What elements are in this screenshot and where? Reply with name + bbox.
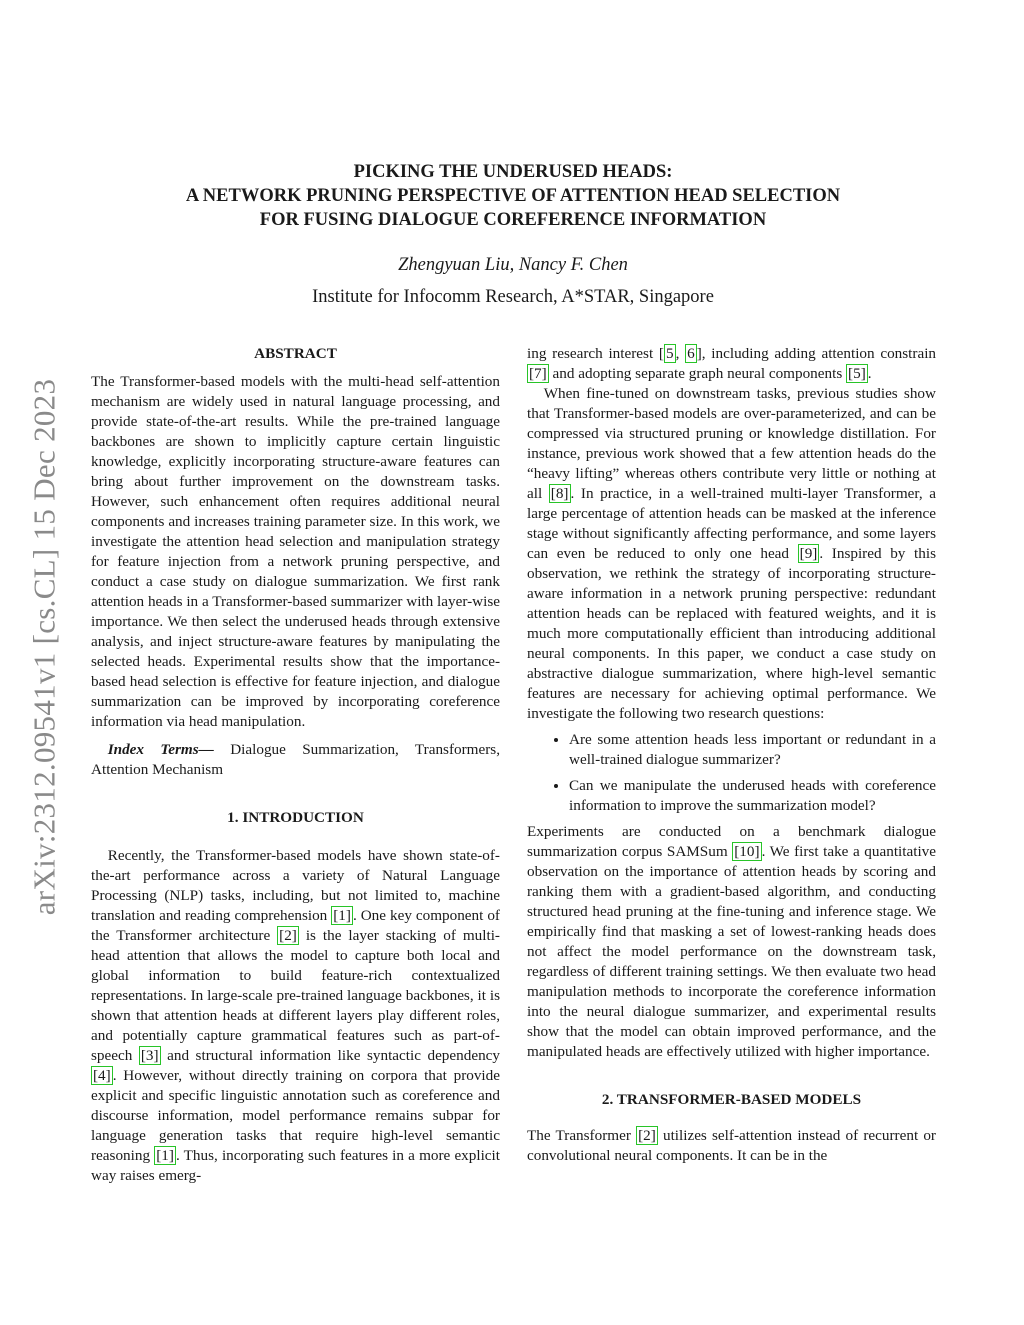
index-terms-text: Dialogue Summarization, Transformers, Attention Mechanism — [91, 741, 501, 778]
arxiv-identifier — [22, 352, 66, 942]
citation-link[interactable]: [5] — [848, 365, 866, 382]
research-questions-list — [527, 730, 936, 816]
abstract-heading: ABSTRACT — [254, 345, 337, 362]
title-line: PICKING THE UNDERUSED HEADS: — [353, 162, 673, 182]
citation-link[interactable]: [3] — [140, 1047, 159, 1064]
index-terms — [91, 740, 500, 780]
citation-link[interactable]: [4] — [93, 1067, 111, 1084]
affiliation: Institute for Infocomm Research, A*STAR, Singapore — [312, 287, 714, 307]
title-line: A NETWORK PRUNING PERSPECTIVE OF ATTENTION HEAD SELECTION — [185, 186, 841, 206]
intro-paragraph-3: Experiments are conducted on a benchmark dialogue summarization corpus SAMSum [10] . We first take a quantitative observation on the importance of attention heads by scoring and ranking them with a gradient-based algorithm, and conducting structured head pruning at the fine-tuning and inference stage. We empirically find that masking a set of lowest-ranking heads does not affect the model performance on the downstream task, regardless of different training settings. We then evaluate two head manipulation methods to incorporate the coreference information into the neural dialogue summarizer, and experimental results show that the model can obtain improved performance, and the manipulated heads are effectively utilized with higher importance. — [527, 823, 937, 1060]
left-column — [91, 344, 500, 1186]
citation-link[interactable]: 6 — [687, 345, 695, 362]
section-heading-transformer-models: 2. TRANSFORMER-BASED MODELS — [601, 1091, 862, 1108]
citation-link[interactable]: [1] — [333, 907, 351, 924]
section2-paragraph-1: The Transformer [2] utilizes self-attention instead of recurrent or convolutional neural components. It can be in the — [527, 1127, 936, 1164]
citation-link[interactable]: 5 — [665, 345, 674, 362]
abstract-text: The Transformer-based models with the multi-head self-attention mechanism are widely used in natural language processing, and provide state-of-the-art results. While the pre-trained language backbones are shown to implicitly capture certain linguistic knowledge, explicitly incorporating structure-aware features can bring about further improvement on the downstream tasks. However, such enhancement often requires additional neural components and increases training parameter size. In this work, we investigate the attention head selection and manipulation strategy for feature injection from a network pruning perspective, and conduct a case study on dialogue summarization. We first rank attention heads in a Transformer-based summarizer with layer-wise importance. We then select the underused heads through extensive analysis, and inject structure-aware features by manipulating the selected heads. Experimental results show that the importance-based head selection is effective for feature injection, and dialogue summarization can be improved by incorporating coreference information via head manipulation. — [91, 373, 500, 730]
citation-link[interactable]: [2] — [279, 927, 297, 944]
title-line: FOR FUSING DIALOGUE COREFERENCE INFORMATION — [259, 210, 767, 230]
citation-link[interactable]: [1] — [156, 1147, 174, 1164]
list-item: • Can we manipulate the underused heads with coreference information to improve the summarization model? — [569, 776, 936, 816]
index-terms-label: Index Terms— — [107, 741, 214, 758]
intro-paragraph-2: When fine-tuned on downstream tasks, previous studies show that Transformer-based models are over-parameterized, and can be compressed via structured pruning or knowledge distillation. For instance, previous work showed that a few attention heads do the “heavy lifting” whereas others contribute very little or nothing at all [8] . In practice, in a well-trained multi-layer Transformer, a large percentage of attention heads can be masked at the inference stage without significantly affecting performance, and some layers can even be reduced to only one head [9] . Inspired by this observation, we rethink the strategy of incorporating structure-aware information in a network pruning perspective: redundant attention heads can be replaced with featured weights, and it is much more computationally efficient than introducing additional neural components. In this paper, we conduct a case study on abstractive dialogue summarization, where high-level semantic features are necessary for achieving optimal performance. We investigate the following two research questions: — [527, 385, 936, 722]
arxiv-id-text: arXiv:2312.09541v1 [cs.CL] 15 Dec 2023 — [26, 378, 61, 916]
list-item: • Are some attention heads less important or redundant in a well-trained dialogue summarizer? — [569, 730, 936, 770]
intro-paragraph-1: Recently, the Transformer-based models have shown state-of-the-art performance across a variety of Natural Language Processing (NLP) tasks, including, but not limited to, machine translation and reading comprehension [1] . One key component of the Transformer architecture [2] is the layer stacking of multi-head attention that allows the model to capture both local and global information to build feature-rich contextualized representations. In large-scale pre-trained language backbones, it is shown that attention heads at different layers play different roles, and potentially capture grammatical features such as part-of-speech [3] and structural information like syntactic dependency [4] . However, without directly training on corpora that provide explicit and specific linguistic annotation such as coreference and discourse information, model performance remains subpar for language generation tasks that require high-level semantic reasoning [1] . Thus, incorporating such features in a more explicit way raises emerg- — [91, 847, 501, 1184]
citation-link[interactable]: [9] — [799, 545, 818, 562]
intro-paragraph-1-continued: ing research interest [ 5 , 6 ], including adding attention constrain [7] and adopting separate graph neural components [5] . — [527, 345, 937, 382]
citation-link[interactable]: [2] — [638, 1127, 656, 1144]
right-column — [527, 344, 936, 1166]
authors: Zhengyuan Liu, Nancy F. Chen — [398, 255, 628, 275]
paper-title — [90, 160, 936, 232]
citation-link[interactable]: [8] — [550, 485, 569, 502]
citation-link[interactable]: [7] — [529, 365, 547, 382]
section-heading-introduction: 1. INTRODUCTION — [227, 809, 364, 826]
citation-link[interactable]: [10] — [734, 843, 760, 860]
